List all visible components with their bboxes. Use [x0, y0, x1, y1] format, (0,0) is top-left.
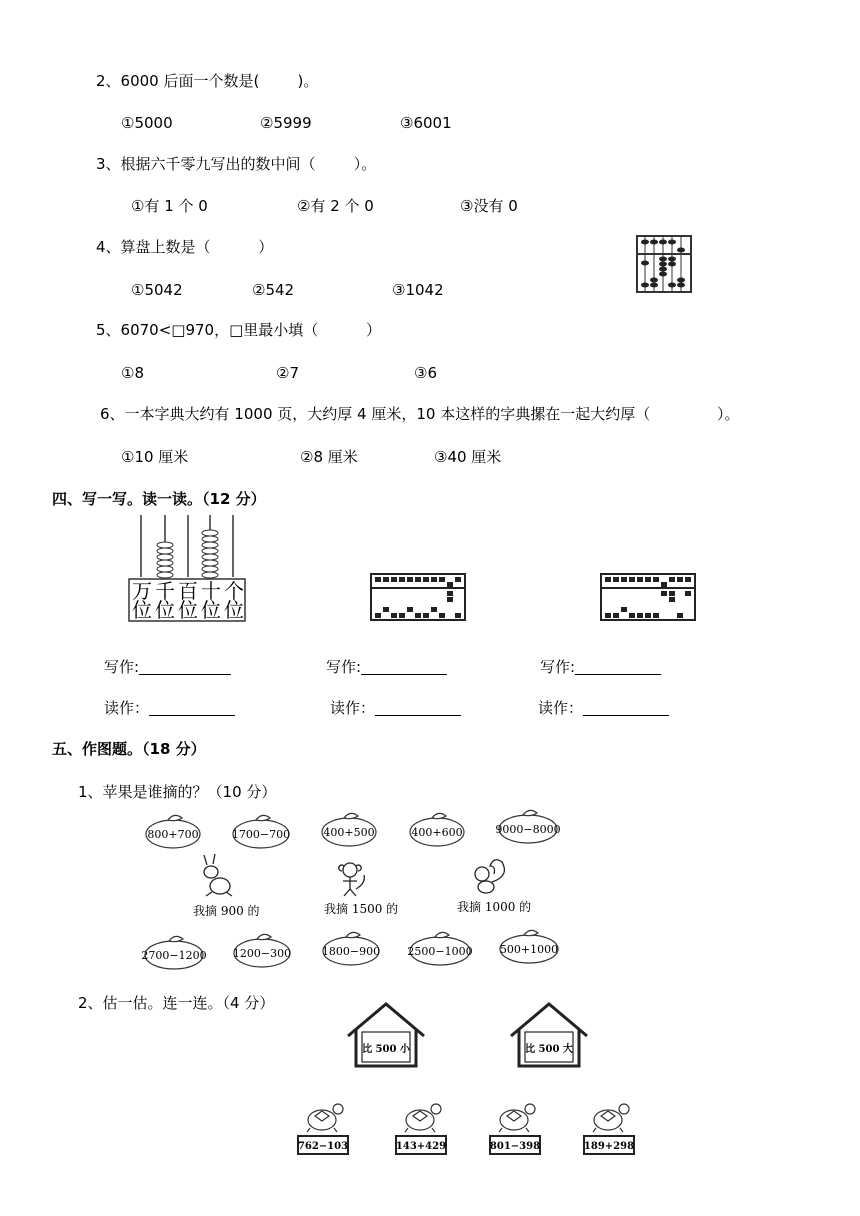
turtle-card-1[interactable] [298, 1104, 348, 1154]
section-5-heading: 五、作图题。（18 分） [52, 740, 206, 758]
q5-option-1[interactable]: ①8 [121, 364, 144, 382]
rabbit-icon [204, 854, 232, 896]
section-5-question-1: 1、苹果是谁摘的？（10 分） [78, 783, 277, 801]
apple-bottom-1[interactable] [141, 936, 206, 969]
q4-option-1[interactable]: ①5042 [131, 281, 183, 299]
read-label: 读作： [330, 699, 376, 717]
apple-bottom-3-label: 1800−900 [321, 945, 381, 958]
q6-option-3[interactable]: ③40 厘米 [434, 448, 502, 466]
squirrel-icon [475, 860, 504, 893]
section-4-heading: 四、写一写。读一读。（12 分） [52, 490, 266, 508]
question-3-stem: 3、根据六千零九写出的数中间（ ）。 [96, 155, 377, 173]
turtle-card-4[interactable] [584, 1104, 634, 1154]
turtle-2-label: 143+429 [395, 1141, 447, 1152]
place-labels-top: 万千百十个 [132, 579, 247, 603]
turtle-1-label: 762−103 [297, 1141, 349, 1152]
question-6-stem: 6、一本字典大约有 1000 页，大约厚 4 厘米，10 本这样的字典摞在一起大约厚（ ）。 [100, 405, 740, 423]
apple-top-4-label: 400+600 [411, 826, 463, 839]
q4-option-3[interactable]: ③1042 [392, 281, 444, 299]
rabbit-speech: 我摘 900 的 [193, 904, 260, 918]
q2-option-1[interactable]: ①5000 [121, 114, 173, 132]
turtle-card-3[interactable] [490, 1104, 540, 1154]
place-labels-bottom: 位位位位位 [132, 598, 247, 622]
q2-option-2[interactable]: ②5999 [260, 114, 312, 132]
apple-top-3-label: 400+500 [323, 826, 375, 839]
section-5-question-2: 2、估一估。连一连。（4 分） [78, 994, 275, 1012]
turtle-icon [499, 1104, 535, 1132]
apple-top-1[interactable] [146, 815, 200, 848]
q5-option-2[interactable]: ②7 [276, 364, 299, 382]
apple-bottom-3[interactable] [322, 932, 380, 965]
turtle-3-label: 801−398 [489, 1141, 541, 1152]
turtle-icon [593, 1104, 629, 1132]
q6-option-2[interactable]: ②8 厘米 [300, 448, 358, 466]
write-label: 写作: [326, 658, 362, 676]
apple-bottom-4-label: 2500−1000 [407, 945, 473, 958]
apple-bottom-2-label: 1200−300 [232, 947, 292, 960]
apple-top-5-label: 9000−8000 [495, 823, 561, 836]
house-less-than-500[interactable] [348, 1004, 424, 1066]
apple-bottom-1-label: 2700−1200 [141, 949, 207, 962]
q3-option-2[interactable]: ②有 2 个 0 [297, 197, 374, 215]
monkey-speech: 我摘 1500 的 [324, 902, 399, 916]
apple-top-2-label: 1700−700 [231, 828, 291, 841]
write-label: 写作: [540, 658, 576, 676]
turtle-card-2[interactable] [396, 1104, 446, 1154]
house-greater-than-500[interactable] [511, 1004, 587, 1066]
apple-bottom-5-label: 500+1000 [499, 943, 559, 956]
apple-top-4[interactable] [410, 813, 464, 846]
house-2-label: 比 500 大 [525, 1044, 573, 1055]
question-2-stem: 2、6000 后面一个数是( )。 [96, 72, 319, 90]
q3-option-1[interactable]: ①有 1 个 0 [131, 197, 208, 215]
apple-bottom-5[interactable] [500, 930, 558, 963]
apple-bottom-4[interactable] [407, 932, 472, 965]
turtle-icon [405, 1104, 441, 1132]
question-4-stem: 4、算盘上数是（ ） [96, 238, 274, 256]
q5-option-3[interactable]: ③6 [414, 364, 437, 382]
read-label: 读作： [538, 699, 584, 717]
house-1-label: 比 500 小 [362, 1044, 410, 1055]
apple-top-3[interactable] [322, 813, 376, 846]
apple-bottom-2[interactable] [233, 934, 291, 967]
apple-top-1-label: 800+700 [147, 828, 199, 841]
read-label: 读作： [104, 699, 150, 717]
turtle-4-label: 189+298 [583, 1141, 635, 1152]
apple-top-5[interactable] [495, 810, 560, 843]
q4-option-2[interactable]: ②542 [252, 281, 295, 299]
q2-option-3[interactable]: ③6001 [400, 114, 452, 132]
question-5-stem: 5、6070<□970，□里最小填（ ） [96, 321, 381, 339]
monkey-icon [339, 863, 365, 896]
squirrel-speech: 我摘 1000 的 [457, 900, 532, 914]
q3-option-3[interactable]: ③没有 0 [460, 197, 518, 215]
write-label: 写作: [104, 658, 140, 676]
apple-top-2[interactable] [232, 815, 290, 848]
q6-option-1[interactable]: ①10 厘米 [121, 448, 189, 466]
turtle-icon [307, 1104, 343, 1132]
